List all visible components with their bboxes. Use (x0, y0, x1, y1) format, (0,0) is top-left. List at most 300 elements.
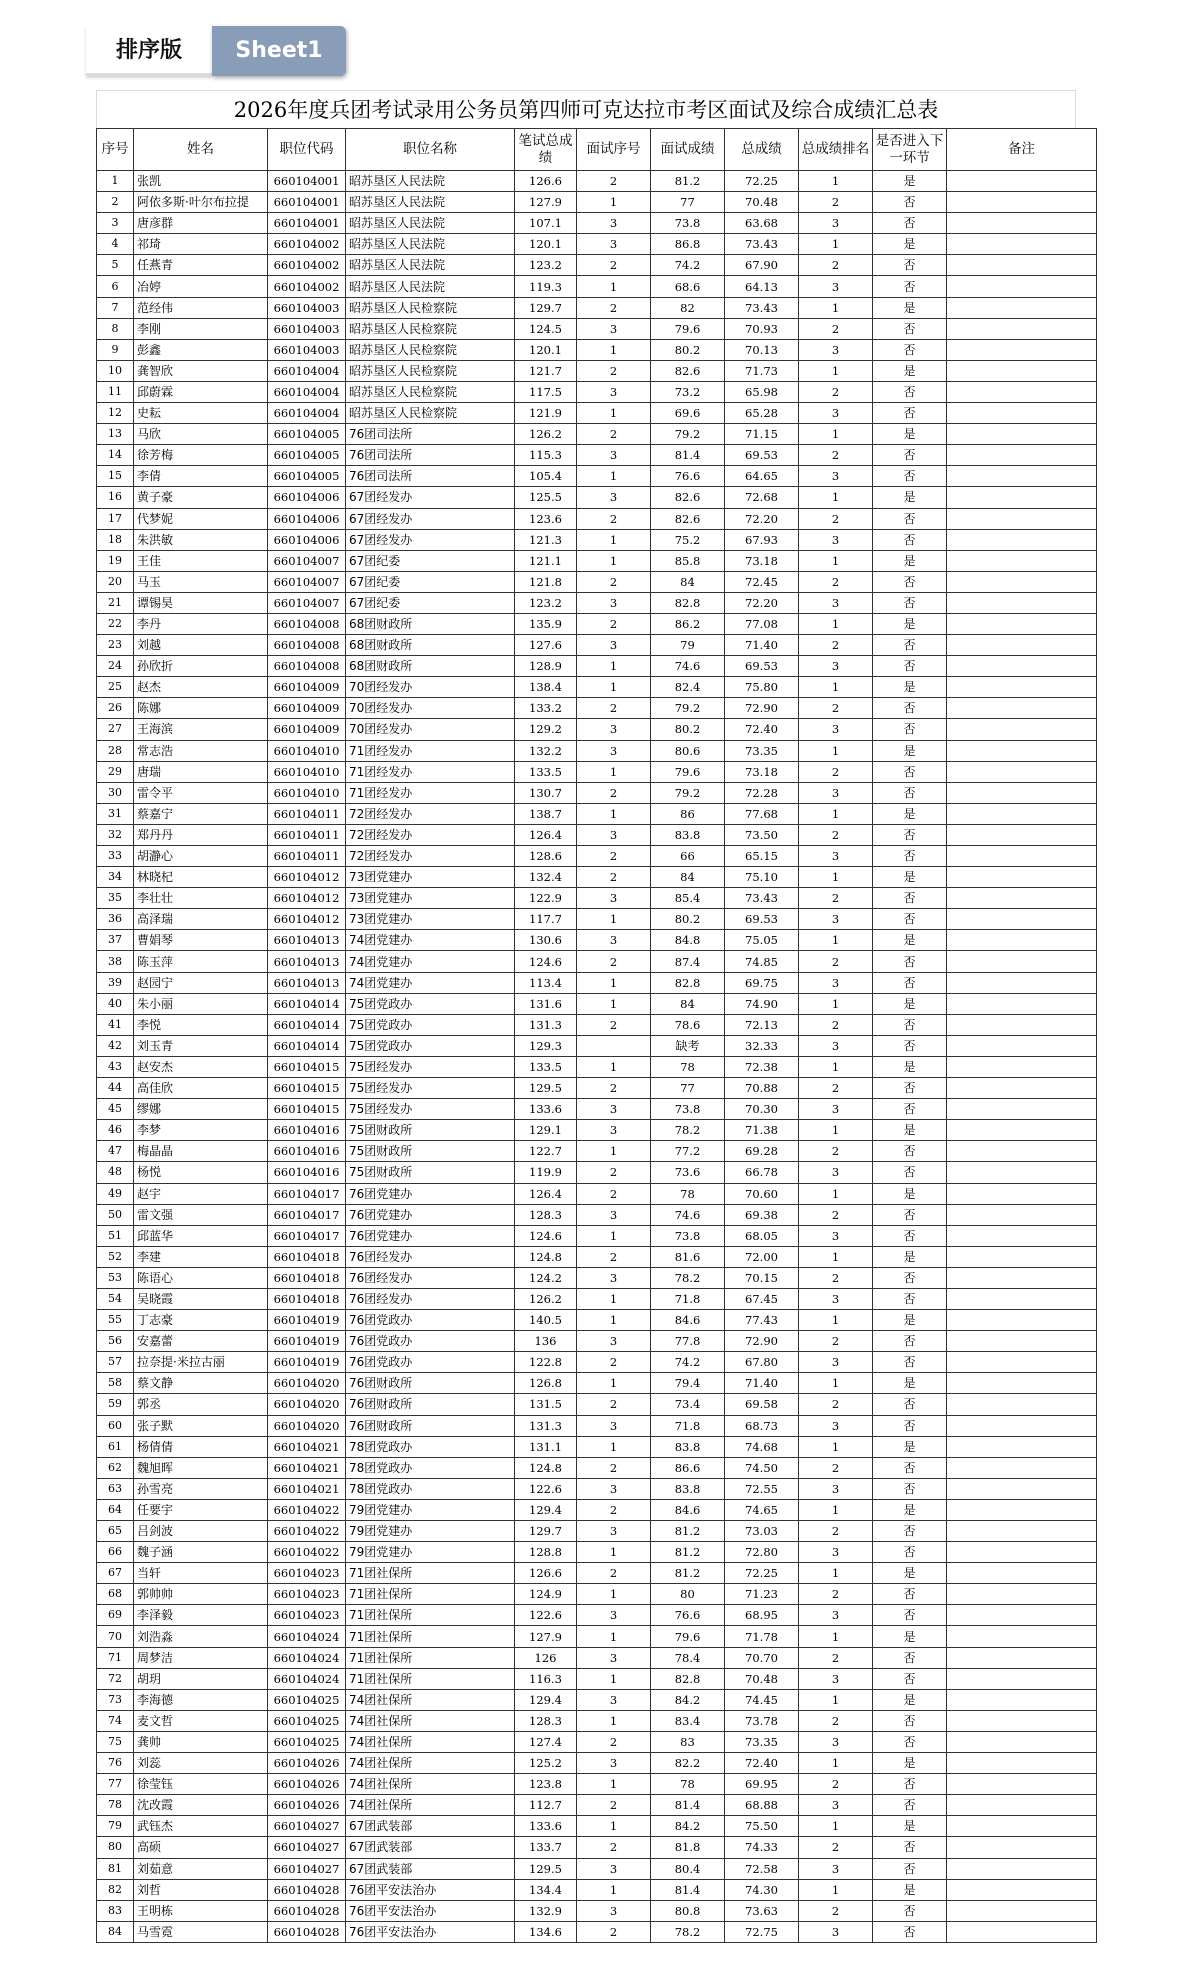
table-row (97, 1605, 1097, 1626)
cell-total-score: 73.35 (725, 740, 799, 761)
cell-written-score: 129.2 (515, 719, 577, 740)
cell-total-rank: 1 (799, 1499, 873, 1520)
cell-remarks (947, 1837, 1097, 1858)
cell-position-name: 67团经发办 (346, 508, 515, 529)
table-row (97, 424, 1097, 445)
cell-name: 常志浩 (134, 740, 268, 761)
cell-interview-order: 2 (577, 297, 651, 318)
table-row (97, 1183, 1097, 1204)
cell-position-name: 76团经发办 (346, 1246, 515, 1267)
header-total-rank: 总成绩排名 (799, 129, 873, 171)
cell-name: 吴晓霞 (134, 1288, 268, 1309)
cell-interview-score: 86.8 (651, 234, 725, 255)
cell-total-rank: 1 (799, 1626, 873, 1647)
cell-position-code: 660104028 (268, 1921, 346, 1942)
cell-total-rank: 2 (799, 1078, 873, 1099)
cell-total-rank: 2 (799, 1710, 873, 1731)
cell-advance: 否 (873, 571, 947, 592)
cell-seq: 19 (97, 550, 134, 571)
cell-written-score: 117.5 (515, 381, 577, 402)
header-written-score: 笔试总成绩 (515, 129, 577, 171)
cell-advance: 否 (873, 403, 947, 424)
table-row (97, 1795, 1097, 1816)
cell-name: 张凯 (134, 171, 268, 192)
cell-seq: 46 (97, 1120, 134, 1141)
cell-advance: 否 (873, 1521, 947, 1542)
cell-position-name: 昭苏垦区人民检察院 (346, 297, 515, 318)
table-body (97, 171, 1097, 1943)
cell-name: 徐莹钰 (134, 1774, 268, 1795)
cell-position-code: 660104017 (268, 1204, 346, 1225)
cell-seq: 27 (97, 719, 134, 740)
cell-position-code: 660104025 (268, 1710, 346, 1731)
cell-position-code: 660104024 (268, 1668, 346, 1689)
cell-remarks (947, 803, 1097, 824)
cell-written-score: 129.5 (515, 1858, 577, 1879)
cell-interview-score: 83 (651, 1731, 725, 1752)
cell-name: 马玉 (134, 571, 268, 592)
cell-advance: 是 (873, 360, 947, 381)
cell-advance: 否 (873, 192, 947, 213)
cell-total-rank: 3 (799, 1668, 873, 1689)
cell-interview-score: 82.6 (651, 487, 725, 508)
cell-remarks (947, 360, 1097, 381)
cell-advance: 否 (873, 339, 947, 360)
cell-total-score: 74.90 (725, 993, 799, 1014)
table-row (97, 761, 1097, 782)
cell-name: 刘玉青 (134, 1035, 268, 1056)
cell-position-name: 74团社保所 (346, 1753, 515, 1774)
cell-interview-score: 82.2 (651, 1753, 725, 1774)
cell-interview-order: 2 (577, 1078, 651, 1099)
cell-total-score: 72.40 (725, 1753, 799, 1774)
cell-total-rank: 3 (799, 1542, 873, 1563)
cell-position-code: 660104023 (268, 1584, 346, 1605)
cell-position-code: 660104021 (268, 1478, 346, 1499)
cell-advance: 是 (873, 1056, 947, 1077)
cell-interview-order: 3 (577, 1858, 651, 1879)
cell-seq: 63 (97, 1478, 134, 1499)
cell-seq: 51 (97, 1225, 134, 1246)
cell-position-name: 79团党建办 (346, 1521, 515, 1542)
cell-interview-order: 1 (577, 1141, 651, 1162)
cell-interview-score: 73.8 (651, 1099, 725, 1120)
cell-interview-order: 1 (577, 276, 651, 297)
cell-name: 王海滨 (134, 719, 268, 740)
cell-total-score: 72.28 (725, 782, 799, 803)
cell-remarks (947, 782, 1097, 803)
cell-interview-order: 2 (577, 508, 651, 529)
cell-name: 邱蔚霖 (134, 381, 268, 402)
cell-total-score: 68.95 (725, 1605, 799, 1626)
cell-total-score: 73.03 (725, 1521, 799, 1542)
cell-total-score: 73.50 (725, 824, 799, 845)
cell-name: 李建 (134, 1246, 268, 1267)
table-header (97, 129, 1097, 171)
cell-seq: 50 (97, 1204, 134, 1225)
cell-position-name: 79团党建办 (346, 1542, 515, 1563)
cell-total-score: 74.45 (725, 1689, 799, 1710)
cell-written-score: 131.6 (515, 993, 577, 1014)
cell-position-name: 71团社保所 (346, 1647, 515, 1668)
cell-position-name: 75团经发办 (346, 1078, 515, 1099)
cell-interview-order: 2 (577, 1162, 651, 1183)
cell-position-name: 70团经发办 (346, 698, 515, 719)
cell-position-code: 660104001 (268, 213, 346, 234)
cell-total-score: 72.25 (725, 171, 799, 192)
cell-written-score: 131.3 (515, 1415, 577, 1436)
cell-position-name: 79团党建办 (346, 1499, 515, 1520)
table-row (97, 1373, 1097, 1394)
cell-total-rank: 2 (799, 1774, 873, 1795)
cell-name: 杨倩倩 (134, 1436, 268, 1457)
cell-total-rank: 1 (799, 1373, 873, 1394)
cell-interview-order: 2 (577, 846, 651, 867)
cell-seq: 64 (97, 1499, 134, 1520)
cell-total-score: 72.38 (725, 1056, 799, 1077)
spreadsheet (96, 90, 1076, 1943)
tab-sorted-version[interactable]: 排序版 (86, 26, 212, 76)
cell-total-rank: 3 (799, 1288, 873, 1309)
cell-name: 朱小丽 (134, 993, 268, 1014)
cell-seq: 21 (97, 592, 134, 613)
table-row (97, 1415, 1097, 1436)
cell-seq: 71 (97, 1647, 134, 1668)
cell-name: 武钰杰 (134, 1816, 268, 1837)
cell-total-rank: 1 (799, 297, 873, 318)
cell-position-code: 660104012 (268, 888, 346, 909)
cell-position-name: 74团党建办 (346, 930, 515, 951)
cell-position-code: 660104019 (268, 1331, 346, 1352)
cell-interview-order: 3 (577, 824, 651, 845)
cell-remarks (947, 613, 1097, 634)
cell-position-name: 昭苏垦区人民检察院 (346, 360, 515, 381)
cell-interview-score: 77 (651, 192, 725, 213)
cell-total-score: 73.18 (725, 550, 799, 571)
cell-position-name: 75团财政所 (346, 1141, 515, 1162)
cell-written-score: 126.8 (515, 1373, 577, 1394)
cell-total-rank: 1 (799, 740, 873, 761)
cell-total-rank: 2 (799, 1457, 873, 1478)
cell-advance: 是 (873, 424, 947, 445)
cell-name: 李刚 (134, 318, 268, 339)
cell-written-score: 105.4 (515, 466, 577, 487)
cell-written-score: 125.2 (515, 1753, 577, 1774)
cell-name: 黄子豪 (134, 487, 268, 508)
cell-interview-score: 80.4 (651, 1858, 725, 1879)
cell-total-score: 32.33 (725, 1035, 799, 1056)
cell-position-name: 76团司法所 (346, 445, 515, 466)
cell-seq: 80 (97, 1837, 134, 1858)
table-row (97, 508, 1097, 529)
cell-position-name: 68团财政所 (346, 656, 515, 677)
cell-position-code: 660104014 (268, 993, 346, 1014)
cell-written-score: 129.5 (515, 1078, 577, 1099)
cell-interview-score: 78.4 (651, 1647, 725, 1668)
cell-name: 李悦 (134, 1014, 268, 1035)
table-row (97, 192, 1097, 213)
table-row (97, 719, 1097, 740)
cell-position-name: 76团党政办 (346, 1352, 515, 1373)
cell-total-score: 68.73 (725, 1415, 799, 1436)
cell-total-score: 65.15 (725, 846, 799, 867)
cell-advance: 否 (873, 951, 947, 972)
cell-written-score: 107.1 (515, 213, 577, 234)
cell-name: 蔡嘉宁 (134, 803, 268, 824)
cell-advance: 否 (873, 1542, 947, 1563)
cell-interview-score: 81.4 (651, 445, 725, 466)
cell-total-rank: 1 (799, 930, 873, 951)
cell-name: 张子默 (134, 1415, 268, 1436)
cell-interview-order: 1 (577, 1436, 651, 1457)
cell-position-code: 660104022 (268, 1542, 346, 1563)
cell-position-name: 70团经发办 (346, 677, 515, 698)
cell-remarks (947, 1900, 1097, 1921)
cell-name: 刘越 (134, 635, 268, 656)
cell-interview-order: 1 (577, 677, 651, 698)
table-row (97, 698, 1097, 719)
cell-interview-order: 1 (577, 1288, 651, 1309)
cell-advance: 否 (873, 1267, 947, 1288)
cell-interview-order: 3 (577, 1099, 651, 1120)
table-row (97, 1626, 1097, 1647)
table-row (97, 1879, 1097, 1900)
cell-position-name: 71团社保所 (346, 1563, 515, 1584)
cell-seq: 62 (97, 1457, 134, 1478)
cell-advance: 是 (873, 1626, 947, 1647)
cell-position-name: 67团纪委 (346, 571, 515, 592)
cell-remarks (947, 677, 1097, 698)
cell-seq: 78 (97, 1795, 134, 1816)
cell-position-code: 660104026 (268, 1753, 346, 1774)
cell-total-score: 72.20 (725, 592, 799, 613)
table-row (97, 1225, 1097, 1246)
cell-interview-order: 2 (577, 424, 651, 445)
cell-position-code: 660104005 (268, 466, 346, 487)
cell-written-score: 123.2 (515, 592, 577, 613)
cell-total-rank: 1 (799, 993, 873, 1014)
cell-interview-order: 2 (577, 1246, 651, 1267)
cell-total-score: 72.75 (725, 1921, 799, 1942)
cell-written-score: 127.9 (515, 1626, 577, 1647)
cell-interview-order: 1 (577, 993, 651, 1014)
cell-advance: 否 (873, 909, 947, 930)
cell-interview-score: 81.6 (651, 1246, 725, 1267)
cell-remarks (947, 1373, 1097, 1394)
cell-written-score: 123.8 (515, 1774, 577, 1795)
cell-interview-score: 74.2 (651, 255, 725, 276)
cell-position-name: 68团财政所 (346, 613, 515, 634)
cell-remarks (947, 1457, 1097, 1478)
cell-advance: 否 (873, 1035, 947, 1056)
cell-interview-score: 76.6 (651, 466, 725, 487)
cell-written-score: 129.3 (515, 1035, 577, 1056)
cell-seq: 23 (97, 635, 134, 656)
cell-position-code: 660104027 (268, 1858, 346, 1879)
cell-total-rank: 2 (799, 381, 873, 402)
cell-total-rank: 2 (799, 824, 873, 845)
cell-position-code: 660104011 (268, 824, 346, 845)
cell-total-score: 66.78 (725, 1162, 799, 1183)
cell-remarks (947, 1710, 1097, 1731)
cell-interview-score: 79.4 (651, 1373, 725, 1394)
cell-total-rank: 2 (799, 445, 873, 466)
cell-position-name: 76团财政所 (346, 1394, 515, 1415)
cell-total-score: 72.40 (725, 719, 799, 740)
cell-interview-order: 3 (577, 234, 651, 255)
cell-position-name: 76团党政办 (346, 1331, 515, 1352)
cell-name: 祁琦 (134, 234, 268, 255)
cell-interview-score: 84.6 (651, 1499, 725, 1520)
cell-total-rank: 2 (799, 1204, 873, 1225)
cell-position-name: 76团党建办 (346, 1204, 515, 1225)
cell-seq: 9 (97, 339, 134, 360)
cell-advance: 否 (873, 698, 947, 719)
cell-interview-score: 81.2 (651, 1542, 725, 1563)
table-row (97, 403, 1097, 424)
cell-interview-order: 2 (577, 1563, 651, 1584)
cell-interview-score: 77.8 (651, 1331, 725, 1352)
cell-name: 任要宇 (134, 1499, 268, 1520)
cell-seq: 57 (97, 1352, 134, 1373)
table-row (97, 487, 1097, 508)
cell-written-score: 140.5 (515, 1310, 577, 1331)
table-row (97, 1310, 1097, 1331)
cell-total-score: 70.93 (725, 318, 799, 339)
cell-position-name: 71团社保所 (346, 1668, 515, 1689)
cell-position-code: 660104026 (268, 1774, 346, 1795)
cell-total-score: 73.43 (725, 888, 799, 909)
cell-name: 李倩 (134, 466, 268, 487)
cell-seq: 16 (97, 487, 134, 508)
cell-written-score: 121.8 (515, 571, 577, 592)
cell-interview-order: 1 (577, 192, 651, 213)
header-interview-order: 面试序号 (577, 129, 651, 171)
cell-position-code: 660104009 (268, 698, 346, 719)
cell-written-score: 138.7 (515, 803, 577, 824)
cell-remarks (947, 1394, 1097, 1415)
cell-total-rank: 1 (799, 1183, 873, 1204)
cell-seq: 20 (97, 571, 134, 592)
cell-interview-score: 85.4 (651, 888, 725, 909)
cell-seq: 26 (97, 698, 134, 719)
cell-seq: 10 (97, 360, 134, 381)
table-row (97, 1246, 1097, 1267)
cell-advance: 否 (873, 592, 947, 613)
cell-position-name: 78团党政办 (346, 1436, 515, 1457)
cell-position-name: 72团经发办 (346, 846, 515, 867)
cell-position-name: 76团财政所 (346, 1415, 515, 1436)
cell-remarks (947, 1352, 1097, 1373)
cell-total-score: 63.68 (725, 213, 799, 234)
cell-written-score: 121.9 (515, 403, 577, 424)
cell-total-score: 69.75 (725, 972, 799, 993)
header-seq: 序号 (97, 129, 134, 171)
cell-position-code: 660104016 (268, 1120, 346, 1141)
header-interview-score: 面试成绩 (651, 129, 725, 171)
cell-position-code: 660104012 (268, 867, 346, 888)
cell-written-score: 126 (515, 1647, 577, 1668)
cell-total-rank: 3 (799, 1795, 873, 1816)
cell-total-score: 75.50 (725, 1816, 799, 1837)
cell-advance: 否 (873, 318, 947, 339)
table-row (97, 1120, 1097, 1141)
cell-position-name: 74团社保所 (346, 1774, 515, 1795)
cell-position-code: 660104010 (268, 740, 346, 761)
cell-name: 邱蓝华 (134, 1225, 268, 1246)
cell-advance: 否 (873, 1774, 947, 1795)
cell-interview-score: 78.2 (651, 1120, 725, 1141)
cell-total-score: 72.25 (725, 1563, 799, 1584)
cell-remarks (947, 930, 1097, 951)
cell-interview-score: 86.2 (651, 613, 725, 634)
cell-seq: 35 (97, 888, 134, 909)
cell-written-score: 126.2 (515, 424, 577, 445)
table-row (97, 1753, 1097, 1774)
cell-advance: 是 (873, 297, 947, 318)
cell-total-rank: 2 (799, 951, 873, 972)
cell-total-rank: 3 (799, 719, 873, 740)
cell-interview-score: 66 (651, 846, 725, 867)
table-row (97, 867, 1097, 888)
cell-name: 赵安杰 (134, 1056, 268, 1077)
cell-seq: 76 (97, 1753, 134, 1774)
cell-interview-score: 83.4 (651, 1710, 725, 1731)
cell-total-rank: 1 (799, 550, 873, 571)
cell-total-rank: 3 (799, 1352, 873, 1373)
cell-remarks (947, 635, 1097, 656)
cell-total-score: 67.80 (725, 1352, 799, 1373)
cell-written-score: 133.2 (515, 698, 577, 719)
cell-total-rank: 1 (799, 1310, 873, 1331)
cell-interview-order: 2 (577, 613, 651, 634)
cell-written-score: 127.9 (515, 192, 577, 213)
cell-seq: 37 (97, 930, 134, 951)
cell-total-rank: 3 (799, 213, 873, 234)
cell-name: 徐芳梅 (134, 445, 268, 466)
cell-remarks (947, 1014, 1097, 1035)
cell-interview-order: 1 (577, 550, 651, 571)
table-row (97, 1900, 1097, 1921)
cell-remarks (947, 1605, 1097, 1626)
cell-total-rank: 3 (799, 466, 873, 487)
cell-seq: 30 (97, 782, 134, 803)
cell-total-score: 67.45 (725, 1288, 799, 1309)
cell-position-name: 昭苏垦区人民检察院 (346, 318, 515, 339)
cell-interview-score: 73.8 (651, 1225, 725, 1246)
cell-position-name: 75团经发办 (346, 1099, 515, 1120)
cell-name: 陈语心 (134, 1267, 268, 1288)
cell-advance: 否 (873, 1710, 947, 1731)
cell-written-score: 124.8 (515, 1246, 577, 1267)
table-row (97, 1647, 1097, 1668)
cell-written-score: 112.7 (515, 1795, 577, 1816)
cell-interview-order: 2 (577, 698, 651, 719)
cell-name: 孙欣折 (134, 656, 268, 677)
cell-advance: 是 (873, 1499, 947, 1520)
cell-remarks (947, 1753, 1097, 1774)
tab-sheet1[interactable]: Sheet1 (212, 26, 346, 76)
cell-interview-score: 73.2 (651, 381, 725, 402)
cell-position-code: 660104008 (268, 635, 346, 656)
cell-seq: 54 (97, 1288, 134, 1309)
cell-interview-score: 80.2 (651, 719, 725, 740)
cell-remarks (947, 993, 1097, 1014)
cell-total-score: 69.95 (725, 1774, 799, 1795)
cell-position-code: 660104011 (268, 846, 346, 867)
cell-position-name: 67团经发办 (346, 487, 515, 508)
cell-position-code: 660104013 (268, 930, 346, 951)
